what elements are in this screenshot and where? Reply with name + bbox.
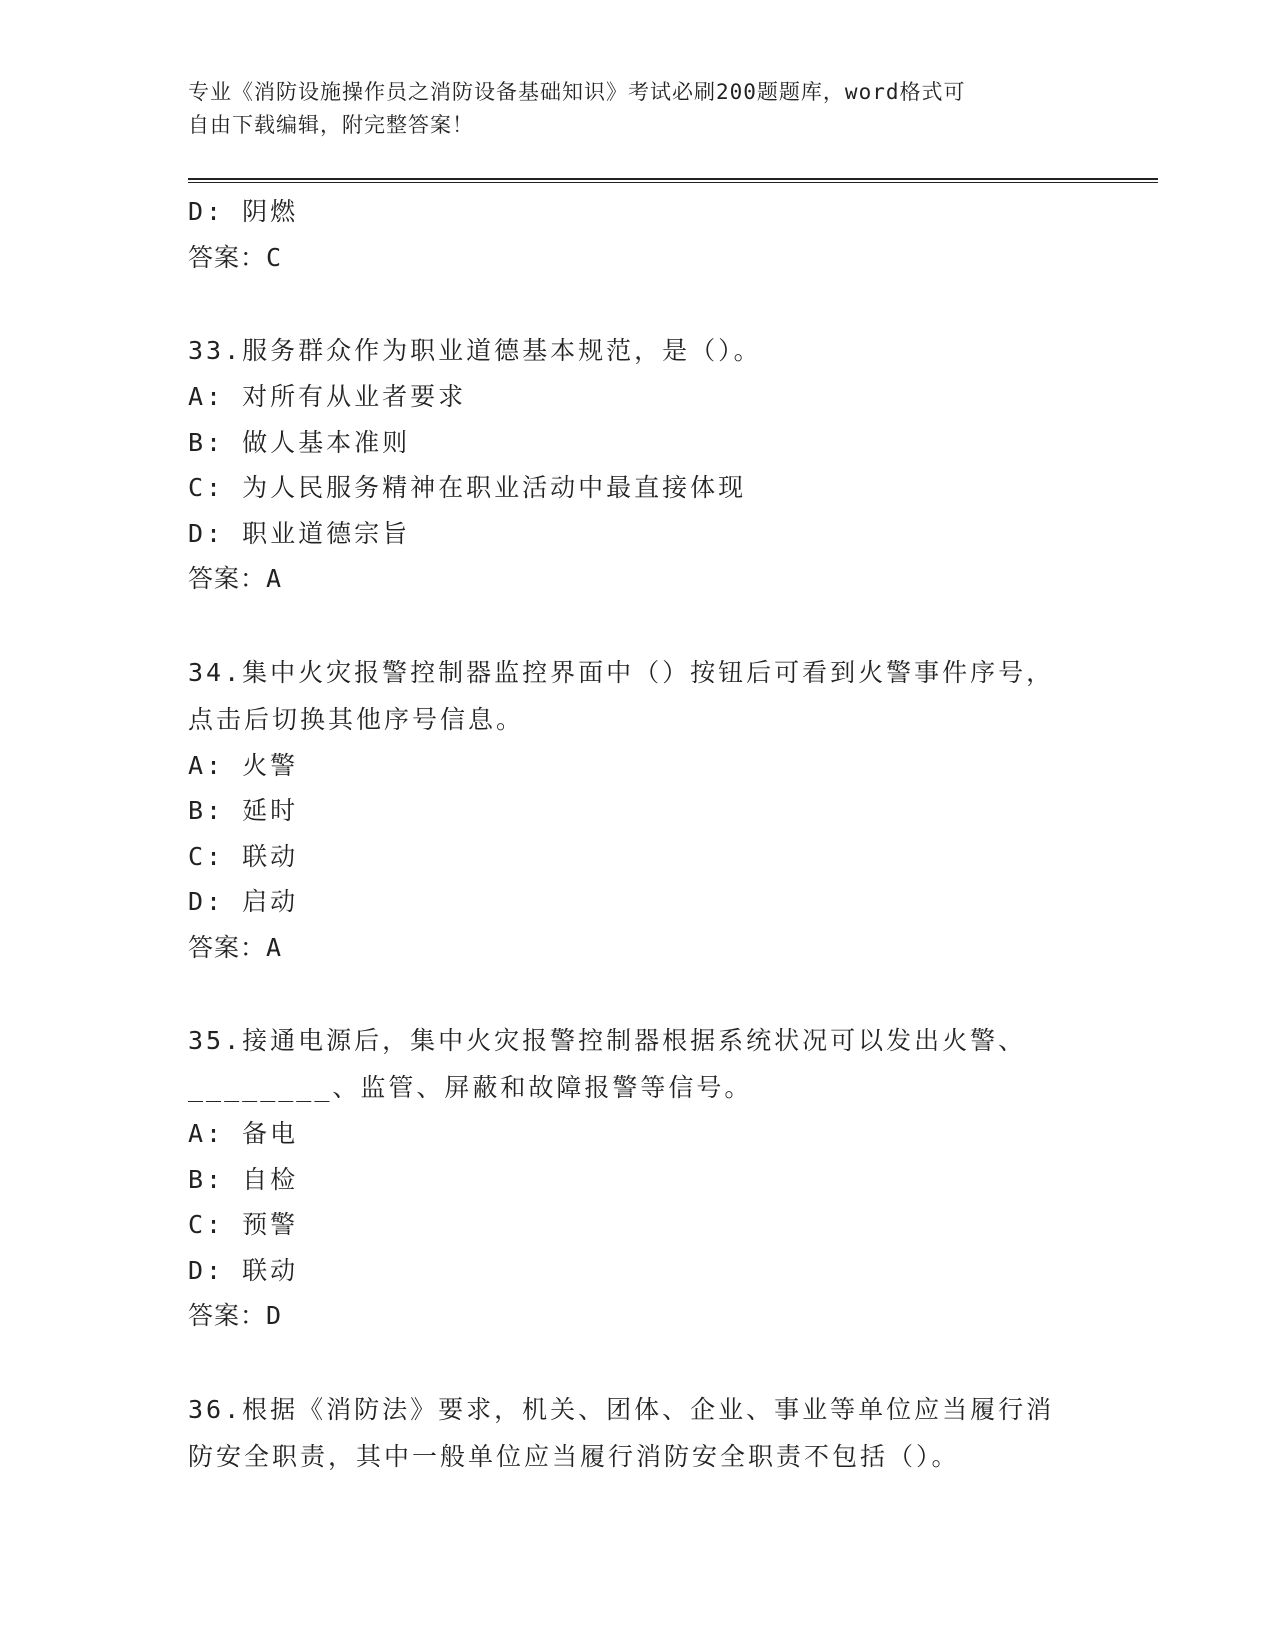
option-c: C: 为人民服务精神在职业活动中最直接体现: [188, 473, 747, 502]
question-stem: 34.集中火灾报警控制器监控界面中（）按钮后可看到火警事件序号，: [188, 657, 1055, 687]
answer-line: 答案：A: [188, 932, 283, 962]
option-b: B: 延时: [188, 796, 299, 825]
question-stem: 35.接通电源后，集中火灾报警控制器根据系统状况可以发出火警、: [188, 1026, 1027, 1055]
option-b: B: 自检: [188, 1164, 299, 1194]
question-block: [188, 327, 1088, 602]
answer-line: 答案：C: [188, 242, 283, 272]
question-block: [188, 1386, 1088, 1480]
spacer: [188, 1339, 1088, 1386]
question-block: [188, 1017, 1088, 1339]
question-stem: 36.根据《消防法》要求，机关、团体、企业、事业等单位应当履行消: [188, 1394, 1055, 1424]
question-stem: 防安全职责，其中一般单位应当履行消防安全职责不包括（）。: [188, 1441, 960, 1471]
answer-line: 答案：A: [188, 564, 283, 593]
header-divider: [188, 178, 1158, 183]
document-header: [188, 76, 1088, 142]
spacer: [188, 280, 1088, 327]
option-c: C: 联动: [188, 841, 299, 871]
question-stem: 33.服务群众作为职业道德基本规范，是（）。: [188, 336, 762, 365]
option-d: D: 启动: [188, 887, 299, 916]
option-a: A: 火警: [188, 750, 299, 780]
header-line: 专业《消防设施操作员之消防设备基础知识》考试必刷200题题库，word格式可: [188, 80, 966, 104]
spacer: [188, 970, 1088, 1017]
option-a: A: 备电: [188, 1119, 299, 1148]
question-stem: ________、监管、屏蔽和故障报警等信号。: [188, 1073, 753, 1102]
spacer: [188, 602, 1088, 649]
question-stem: 点击后切换其他序号信息。: [188, 704, 525, 734]
header-line: 自由下载编辑，附完整答案！: [188, 113, 474, 137]
option-b: B: 做人基本准则: [188, 427, 411, 457]
option-a: A: 对所有从业者要求: [188, 382, 467, 411]
option-d: D: 阴燃: [188, 197, 299, 226]
question-block: [188, 649, 1088, 971]
option-d: D: 职业道德宗旨: [188, 518, 411, 548]
answer-line: 答案：D: [188, 1301, 283, 1330]
question-content: [188, 189, 1088, 1480]
option-c: C: 预警: [188, 1210, 299, 1239]
option-d: D: 联动: [188, 1255, 299, 1285]
